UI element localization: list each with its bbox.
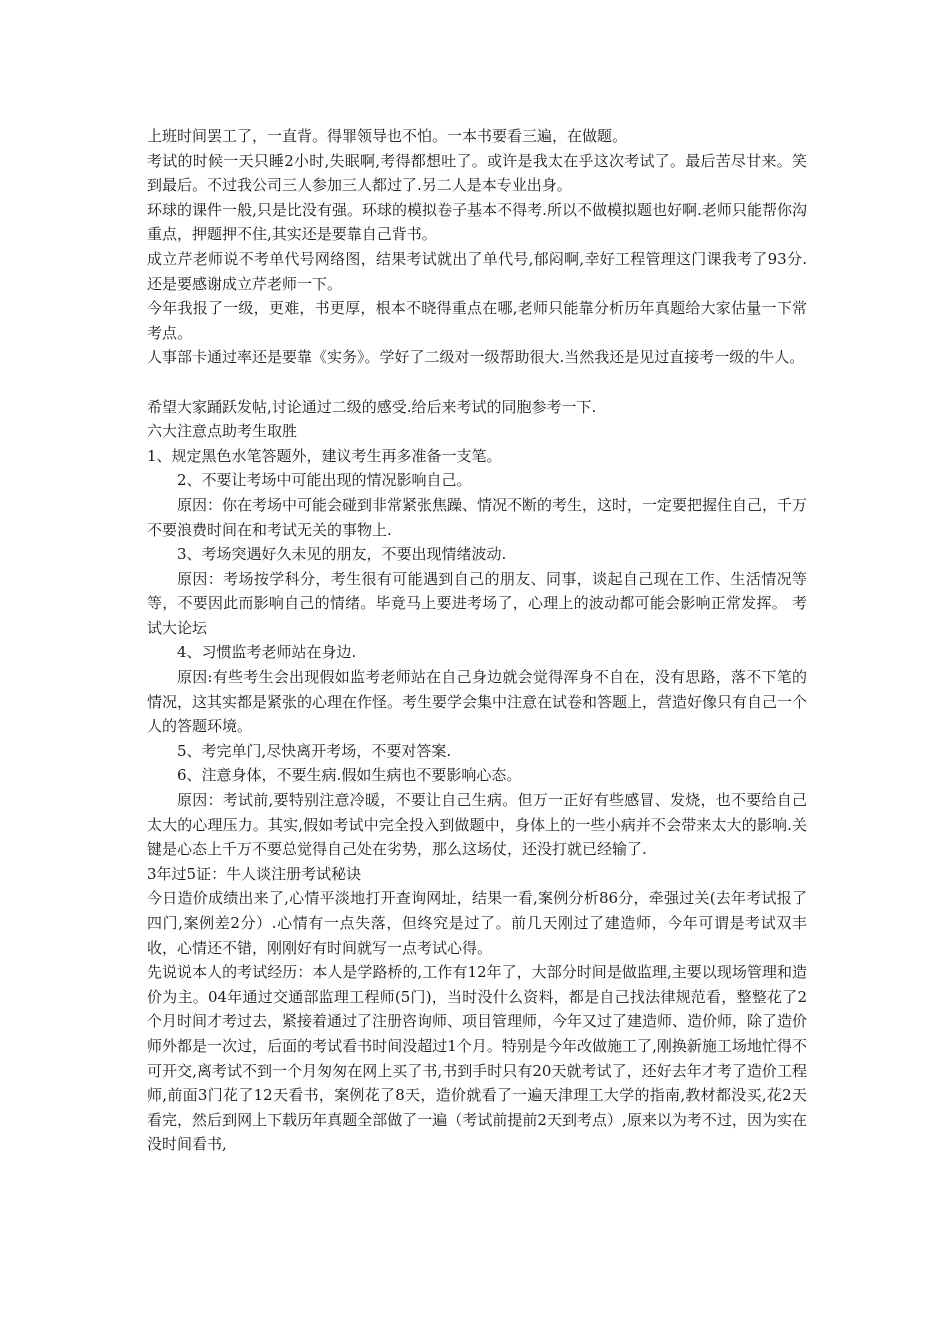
paragraph: 今日造价成绩出来了,心情平淡地打开查询网址，结果一看,案例分析86分，牵强过关(去年考试报了四门,案例差2分）.心情有一点失落，但终究是过了。前几天刚过了建造师，今年可谓是考试双丰收，心情还不错，刚刚好有时间就写一点考试心得。	[147, 889, 807, 957]
paragraph: 原因：考试前,要特别注意冷暖，不要让自己生病。但万一正好有些感冒、发烧，也不要给自己太大的心理压力。其实,假如考试中完全投入到做题中，身体上的一些小病并不会带来太大的影响.关键是心态上千万不要总觉得自己处在劣势，那么这场仗，还没打就已经输了.	[147, 791, 807, 859]
paragraph: 原因：你在考场中可能会碰到非常紧张焦躁、情况不断的考生，这时，一定要把握住自己，千万不要浪费时间在和考试无关的事物上.	[147, 495, 808, 539]
list-item: 5、考完单门,尽快离开考场，不要对答案.	[177, 741, 452, 760]
list-item: 2、不要让考场中可能出现的情况影响自己。	[177, 471, 472, 490]
paragraph: 人事部卡通过率还是要靠《实务》。学好了二级对一级帮助很大.当然我还是见过直接考一级的牛人。	[147, 348, 805, 367]
paragraph: 今年我报了一级，更难，书更厚，根本不晓得重点在哪,老师只能靠分析历年真题给大家估量一下常考点。	[147, 299, 807, 342]
list-item: 4、习惯监考老师站在身边.	[177, 643, 357, 662]
paragraph: 原因：考场按学科分，考生很有可能遇到自己的朋友、同事，谈起自己现在工作、生活情况等等，不要因此而影响自己的情绪。毕竟马上要进考场了，心理上的波动都可能会影响正常发挥。 考试大论坛	[147, 569, 807, 637]
paragraph: 希望大家踊跃发帖,讨论通过二级的感受.给后来考试的同胞参考一下.	[147, 397, 597, 416]
paragraph: 上班时间罢工了，一直背。得罪领导也不怕。一本书要看三遍，在做题。	[147, 127, 628, 145]
paragraph: 先说说本人的考试经历：本人是学路桥的,工作有12年了，大部分时间是做监理,主要以现场管理和造价为主。04年通过交通部监理工程师(5门)，当时没什么资料，都是自己找法律规范看，整整花了2个月时间才考过去，紧接着通过了注册咨询师、项目管理师，今年又过了建造师、造价师，除了造价师外都是一次过，后面的考试看书时间没超过1个月。特别是今年改做施工了,刚换新施工场地忙得不可开交,离考试不到一个月匆匆在网上买了书,书到手时只有20天就考试了，还好去年才考了造价工程师,前面3门花了12天看书，案例花了8天，造价就看了一遍天津理工大学的指南,教材都没买,花2天看完，然后到网上下载历年真题全部做了一遍（考试前提前2天到考点）,原来以为考不过，因为实在没时间看书,	[147, 963, 808, 1154]
list-item: 3、考场突遇好久未见的朋友，不要出现情绪波动.	[177, 545, 507, 564]
blank-line	[147, 370, 807, 395]
section-heading: 六大注意点助考生取胜	[147, 422, 298, 441]
paragraph: 考试的时候一天只睡2小时,失眠啊,考得都想吐了。或许是我太在乎这次考试了。最后苦尽甘来。笑到最后。不过我公司三人参加三人都过了.另二人是本专业出身。	[147, 151, 807, 195]
list-item: 6、注意身体，不要生病.假如生病也不要影响心态。	[177, 766, 522, 785]
list-item: 1、规定黑色水笔答题外，建议考生再多准备一支笔。	[147, 446, 502, 465]
document-body	[147, 124, 807, 1157]
section-heading: 3年过5证：牛人谈注册考试秘诀	[147, 864, 362, 883]
paragraph: 环球的课件一般,只是比没有强。环球的模拟卷子基本不得考.所以不做模拟题也好啊.老师只能帮你沟重点，押题押不住,其实还是要靠自己背书。	[147, 200, 807, 244]
paragraph: 成立芹老师说不考单代号网络图，结果考试就出了单代号,郁闷啊,幸好工程管理这门课我考了93分.还是要感谢成立芹老师一下。	[147, 249, 807, 293]
paragraph: 原因:有些考生会出现假如监考老师站在自己身边就会觉得浑身不自在，没有思路，落不下笔的情况，这其实都是紧张的心理在作怪。考生要学会集中注意在试卷和答题上，营造好像只有自己一个人的答题环境。	[147, 668, 808, 736]
